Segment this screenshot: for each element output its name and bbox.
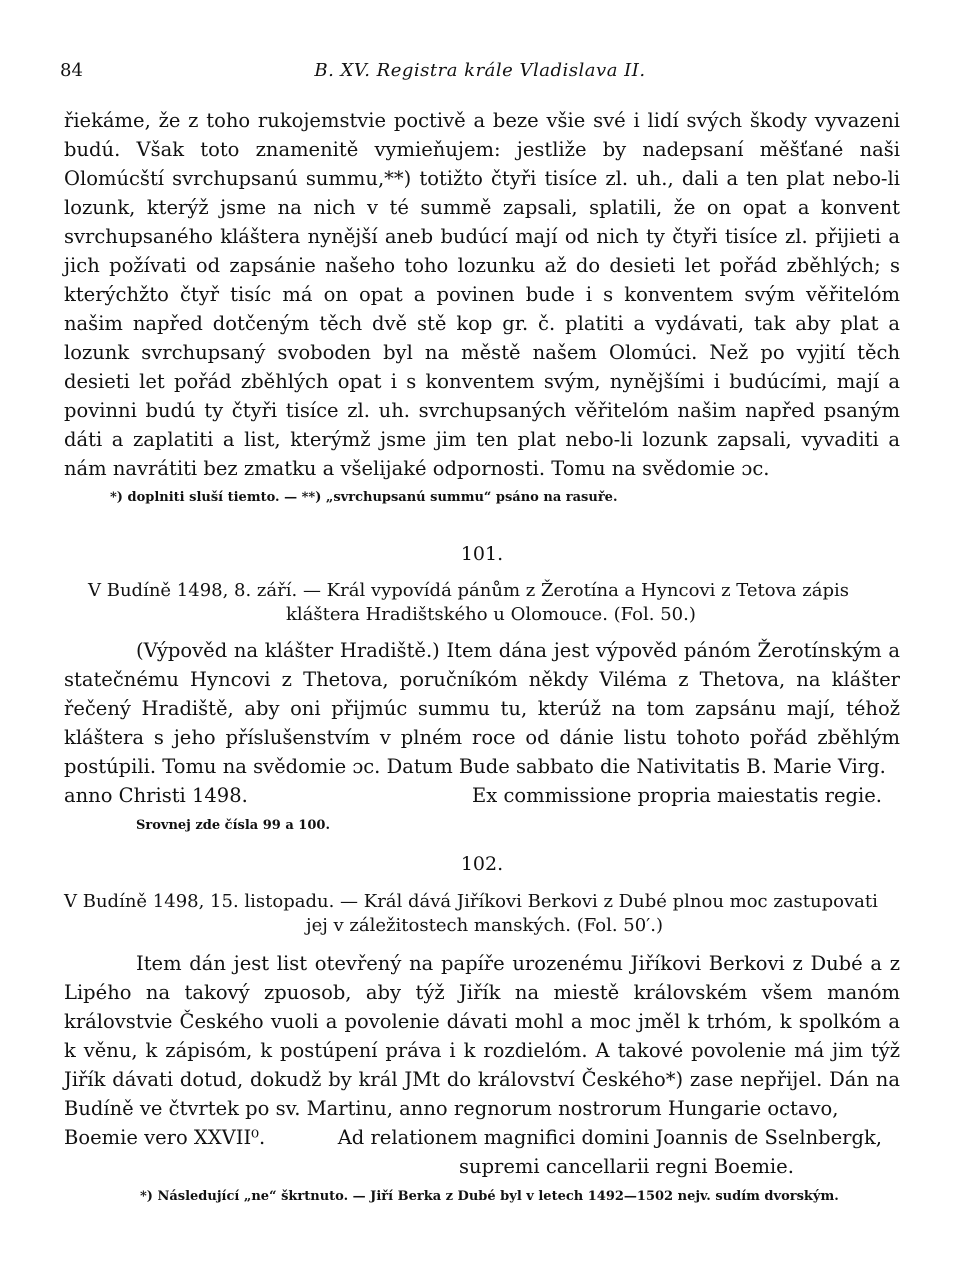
entry-102-regest-line1: V Budíně 1498, 15. listopadu. — Král dává Jiříkovi Berkovi z Dubé plnou moc zastupovati: [64, 891, 878, 912]
entry-102-cancellary: supremi cancellarii regni Boemie.: [459, 1155, 794, 1178]
entry-101-closing: [64, 781, 900, 810]
entry-102-body: [64, 949, 900, 1181]
entry-101-body: [64, 636, 900, 810]
entry-101-note: Srovnej zde čísla 99 a 100.: [136, 818, 330, 833]
entry-102: [64, 850, 900, 879]
entry-102-last-line-left: Boemie vero XXVII⁰.: [64, 1126, 266, 1149]
entry-101-regest-line2: kláštera Hradištského u Olomouce. (Fol. 50.): [286, 604, 696, 625]
entry-101-regest-line1: V Budíně 1498, 8. září. — Král vypovídá pánům z Žerotína a Hyncovi z Tetova zápis: [88, 580, 849, 601]
entry-102-number: 102.: [460, 853, 504, 875]
entry-102-relation: Ad relationem magnifici domini Joannis de Sselnbergk,: [337, 1126, 882, 1149]
entry-102-footnote: *) Následující „ne“ škrtnuto. — Jiří Berka z Dubé byl v letech 1492—1502 nejv. sudím dvorským.: [140, 1189, 839, 1204]
entry-102-regest-line2: jej v záležitostech manských. (Fol. 50′.): [306, 915, 664, 936]
entry-101-regest: [64, 579, 900, 627]
entry-101-date-line: anno Christi 1498.: [64, 784, 248, 807]
page-number: 84: [60, 60, 83, 81]
entry-101: [64, 540, 900, 569]
entry-101-commission: Ex commissione propria maiestatis regie.: [472, 784, 882, 807]
running-title: B. XV. Registra krále Vladislava II.: [314, 60, 646, 81]
entry-100-text: řiekáme, že z toho rukojemstvie poctivě a beze všie své i lidí svých škody vyvazeni budú. Však toto znamenitě vymieňujem: jestliže by nadepsaní měšťané naši Olomúcští svrchupsanú summu,**) totižto čtyři tisíce zl. uh., dali a ten plat nebo-li lozunk, kterýž jsme na nich v té summě zapsali, splatili, že on opat a konvent svrchupsaného kláštera nynější aneb budúcí mají od nich ty čtyři tisíce zl. přijieti a jich požívati od zapsánie našeho toho lozunku až do desieti let pořád zběhlých; s kterýchžto čtyř tisíc má on opat a povinen bude i s konventem svým věřitelóm našim napřed dotčeným těch dvě stě kop gr. č. platiti a vydávati, tak aby plat a lozunk svrchupsaný svoboden byl na městě našem Olomúci. Než po vyjití těch desieti let pořád zběhlých opat i s konventem svým, nynějšími i budúcími, mají a povinni budú ty čtyři tisíce zl. uh. svrchupsaných věřitelóm našim napřed psaným dáti a zaplatiti a list, kterýmž jsme jim ten plat nebo-li lozunk zapsali, vyvaditi a nám navrátiti bez zmatku a všelijaké odpornosti. Tomu na svědomie ɔc.: [64, 109, 900, 480]
page-header: [60, 60, 900, 86]
entry-100-footnote: *) doplniti sluší tiemto. — **) „svrchupsanú summu“ psáno na rasuře.: [110, 490, 618, 505]
entry-102-regest: [64, 890, 900, 938]
entry-101-text: (Výpověd na klášter Hradiště.) Item dána jest výpověd pánóm Žerotínským a statečnému Hyncovi z Thetova, poručníkóm někdy Viléma z Thetova, na klášter řečený Hradiště, aby oni přijmúc summu tu, kterúž na tom zapsánu mají, téhož kláštera s jeho příslušenstvím v plném roce od dánie listu tohoto pořád zběhlým postúpili. Tomu na svědomie ɔc. Datum Bude sabbato die Nativitatis B. Marie Virg.: [64, 639, 900, 778]
entry-101-number: 101.: [460, 543, 504, 565]
entry-102-closing: [64, 1123, 900, 1152]
entry-100-continuation: [64, 106, 900, 483]
entry-102-text: Item dán jest list otevřený na papíře urozenému Jiříkovi Berkovi z Dubé a z Lipého na takový zpuosob, aby týž Jiřík na miestě královském všem manóm královstvie Českého vuoli a povolenie dávati mohl a moc jměl k trhóm, k spolkóm a k věnu, k zápisóm, k postúpení práva i k rozdielóm. A takové povolenie má jim týž Jiřík dávati dotud, dokudž by král JMt do království Českého*) zase nepřijel. Dán na Budíně ve čtvrtek po sv. Martinu, anno regnorum nostrorum Hungarie octavo,: [64, 952, 900, 1120]
